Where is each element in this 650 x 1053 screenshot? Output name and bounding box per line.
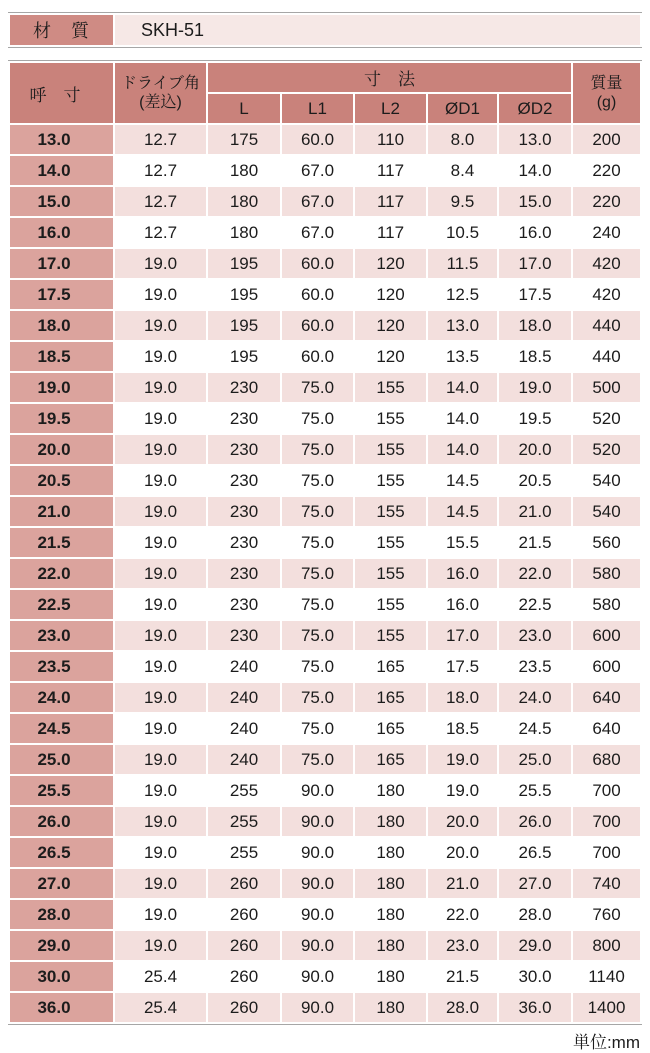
row-value-cell: 19.0 <box>427 775 498 806</box>
row-size-cell: 17.0 <box>9 248 114 279</box>
row-value-cell: 90.0 <box>281 775 354 806</box>
row-value-cell: 200 <box>572 124 641 155</box>
col-header-D1: ØD1 <box>427 93 498 124</box>
row-value-cell: 230 <box>207 558 281 589</box>
row-value-cell: 420 <box>572 248 641 279</box>
row-value-cell: 220 <box>572 186 641 217</box>
table-row <box>9 930 641 961</box>
row-value-cell: 19.0 <box>498 372 572 403</box>
row-value-cell: 25.4 <box>114 961 207 992</box>
row-value-cell: 17.0 <box>498 248 572 279</box>
row-value-cell: 19.0 <box>427 744 498 775</box>
row-value-cell: 90.0 <box>281 899 354 930</box>
row-value-cell: 155 <box>354 465 427 496</box>
row-value-cell: 195 <box>207 310 281 341</box>
table-row <box>9 279 641 310</box>
row-value-cell: 14.0 <box>427 372 498 403</box>
row-value-cell: 240 <box>207 651 281 682</box>
row-value-cell: 520 <box>572 403 641 434</box>
row-size-cell: 24.0 <box>9 682 114 713</box>
row-value-cell: 120 <box>354 248 427 279</box>
row-value-cell: 1400 <box>572 992 641 1023</box>
row-value-cell: 19.0 <box>114 310 207 341</box>
row-value-cell: 180 <box>354 961 427 992</box>
row-value-cell: 14.0 <box>498 155 572 186</box>
row-value-cell: 19.0 <box>114 806 207 837</box>
row-value-cell: 75.0 <box>281 651 354 682</box>
row-value-cell: 500 <box>572 372 641 403</box>
row-value-cell: 75.0 <box>281 434 354 465</box>
row-value-cell: 21.5 <box>498 527 572 558</box>
row-value-cell: 19.0 <box>114 930 207 961</box>
row-size-cell: 23.0 <box>9 620 114 651</box>
row-size-cell: 21.0 <box>9 496 114 527</box>
row-value-cell: 17.5 <box>498 279 572 310</box>
row-value-cell: 180 <box>207 186 281 217</box>
row-value-cell: 180 <box>354 899 427 930</box>
row-value-cell: 19.0 <box>114 837 207 868</box>
row-size-cell: 23.5 <box>9 651 114 682</box>
row-value-cell: 19.5 <box>498 403 572 434</box>
row-value-cell: 27.0 <box>498 868 572 899</box>
row-value-cell: 21.0 <box>498 496 572 527</box>
row-value-cell: 230 <box>207 589 281 620</box>
row-value-cell: 155 <box>354 527 427 558</box>
row-value-cell: 60.0 <box>281 279 354 310</box>
row-value-cell: 17.5 <box>427 651 498 682</box>
table-row <box>9 589 641 620</box>
row-value-cell: 12.7 <box>114 155 207 186</box>
row-value-cell: 15.0 <box>498 186 572 217</box>
row-value-cell: 260 <box>207 930 281 961</box>
row-value-cell: 180 <box>207 155 281 186</box>
row-value-cell: 19.0 <box>114 465 207 496</box>
table-row <box>9 899 641 930</box>
col-header-dimensions: 寸 法 <box>207 62 572 93</box>
row-size-cell: 26.0 <box>9 806 114 837</box>
row-value-cell: 19.0 <box>114 372 207 403</box>
drive-angle-line1: ドライブ角 <box>120 74 201 92</box>
row-value-cell: 195 <box>207 248 281 279</box>
row-value-cell: 19.0 <box>114 248 207 279</box>
row-value-cell: 16.0 <box>427 558 498 589</box>
col-header-L1: L1 <box>281 93 354 124</box>
row-value-cell: 740 <box>572 868 641 899</box>
row-size-cell: 13.0 <box>9 124 114 155</box>
row-value-cell: 19.0 <box>114 775 207 806</box>
row-value-cell: 155 <box>354 589 427 620</box>
col-header-L2: L2 <box>354 93 427 124</box>
row-value-cell: 24.0 <box>498 682 572 713</box>
row-value-cell: 17.0 <box>427 620 498 651</box>
row-size-cell: 28.0 <box>9 899 114 930</box>
spec-table <box>8 61 642 1024</box>
row-value-cell: 26.0 <box>498 806 572 837</box>
mass-line2: (g) <box>596 94 617 111</box>
row-value-cell: 700 <box>572 806 641 837</box>
row-value-cell: 21.0 <box>427 868 498 899</box>
row-value-cell: 14.5 <box>427 465 498 496</box>
row-size-cell: 27.0 <box>9 868 114 899</box>
table-row <box>9 744 641 775</box>
spec-table-header <box>9 62 641 124</box>
row-value-cell: 18.0 <box>498 310 572 341</box>
row-value-cell: 23.0 <box>427 930 498 961</box>
table-row <box>9 620 641 651</box>
row-value-cell: 8.0 <box>427 124 498 155</box>
row-value-cell: 580 <box>572 589 641 620</box>
row-value-cell: 75.0 <box>281 620 354 651</box>
row-value-cell: 75.0 <box>281 496 354 527</box>
row-size-cell: 19.5 <box>9 403 114 434</box>
row-value-cell: 30.0 <box>498 961 572 992</box>
row-value-cell: 240 <box>207 682 281 713</box>
table-row <box>9 713 641 744</box>
row-value-cell: 440 <box>572 310 641 341</box>
row-value-cell: 180 <box>207 217 281 248</box>
row-value-cell: 75.0 <box>281 682 354 713</box>
table-row <box>9 961 641 992</box>
row-value-cell: 75.0 <box>281 527 354 558</box>
row-value-cell: 180 <box>354 930 427 961</box>
row-value-cell: 22.0 <box>427 899 498 930</box>
row-value-cell: 1140 <box>572 961 641 992</box>
row-value-cell: 60.0 <box>281 341 354 372</box>
row-value-cell: 640 <box>572 713 641 744</box>
row-value-cell: 117 <box>354 217 427 248</box>
row-value-cell: 60.0 <box>281 310 354 341</box>
row-value-cell: 560 <box>572 527 641 558</box>
row-value-cell: 67.0 <box>281 217 354 248</box>
row-value-cell: 230 <box>207 496 281 527</box>
row-value-cell: 18.5 <box>427 713 498 744</box>
table-row <box>9 403 641 434</box>
table-row <box>9 155 641 186</box>
row-value-cell: 8.4 <box>427 155 498 186</box>
row-value-cell: 19.0 <box>114 682 207 713</box>
col-header-L: L <box>207 93 281 124</box>
row-value-cell: 180 <box>354 806 427 837</box>
row-value-cell: 20.0 <box>427 806 498 837</box>
row-size-cell: 21.5 <box>9 527 114 558</box>
col-header-D2: ØD2 <box>498 93 572 124</box>
row-value-cell: 20.0 <box>427 837 498 868</box>
table-row <box>9 868 641 899</box>
row-value-cell: 255 <box>207 775 281 806</box>
row-size-cell: 36.0 <box>9 992 114 1023</box>
row-value-cell: 22.5 <box>498 589 572 620</box>
row-value-cell: 67.0 <box>281 186 354 217</box>
material-label: 材 質 <box>9 14 114 46</box>
row-value-cell: 10.5 <box>427 217 498 248</box>
row-size-cell: 22.0 <box>9 558 114 589</box>
row-value-cell: 14.5 <box>427 496 498 527</box>
row-value-cell: 13.0 <box>498 124 572 155</box>
row-value-cell: 16.0 <box>427 589 498 620</box>
row-value-cell: 12.7 <box>114 186 207 217</box>
row-value-cell: 75.0 <box>281 744 354 775</box>
row-value-cell: 25.0 <box>498 744 572 775</box>
row-value-cell: 800 <box>572 930 641 961</box>
row-value-cell: 155 <box>354 620 427 651</box>
row-value-cell: 67.0 <box>281 155 354 186</box>
row-value-cell: 220 <box>572 155 641 186</box>
row-value-cell: 195 <box>207 341 281 372</box>
row-value-cell: 255 <box>207 806 281 837</box>
row-value-cell: 640 <box>572 682 641 713</box>
row-value-cell: 29.0 <box>498 930 572 961</box>
table-row <box>9 992 641 1023</box>
row-size-cell: 22.5 <box>9 589 114 620</box>
row-value-cell: 19.0 <box>114 558 207 589</box>
table-row <box>9 186 641 217</box>
row-value-cell: 155 <box>354 496 427 527</box>
row-value-cell: 9.5 <box>427 186 498 217</box>
row-value-cell: 19.0 <box>114 620 207 651</box>
row-value-cell: 11.5 <box>427 248 498 279</box>
row-value-cell: 36.0 <box>498 992 572 1023</box>
row-value-cell: 60.0 <box>281 124 354 155</box>
row-value-cell: 19.0 <box>114 589 207 620</box>
mass-line1: 質量 <box>590 74 623 92</box>
table-row <box>9 527 641 558</box>
row-size-cell: 29.0 <box>9 930 114 961</box>
row-value-cell: 230 <box>207 403 281 434</box>
row-value-cell: 19.0 <box>114 651 207 682</box>
row-value-cell: 75.0 <box>281 372 354 403</box>
row-value-cell: 25.5 <box>498 775 572 806</box>
row-value-cell: 180 <box>354 837 427 868</box>
material-value: SKH-51 <box>114 14 641 46</box>
row-value-cell: 155 <box>354 434 427 465</box>
row-value-cell: 16.0 <box>498 217 572 248</box>
row-value-cell: 75.0 <box>281 713 354 744</box>
row-value-cell: 18.5 <box>498 341 572 372</box>
drive-angle-line2: (差込) <box>139 94 182 111</box>
row-size-cell: 30.0 <box>9 961 114 992</box>
table-row <box>9 310 641 341</box>
table-row <box>9 837 641 868</box>
row-value-cell: 165 <box>354 682 427 713</box>
unit-note: 単位:mm <box>572 1033 640 1052</box>
row-value-cell: 21.5 <box>427 961 498 992</box>
row-value-cell: 90.0 <box>281 868 354 899</box>
row-value-cell: 420 <box>572 279 641 310</box>
row-size-cell: 26.5 <box>9 837 114 868</box>
row-value-cell: 117 <box>354 155 427 186</box>
row-size-cell: 15.0 <box>9 186 114 217</box>
row-value-cell: 760 <box>572 899 641 930</box>
row-size-cell: 14.0 <box>9 155 114 186</box>
row-value-cell: 260 <box>207 868 281 899</box>
row-value-cell: 75.0 <box>281 465 354 496</box>
row-value-cell: 23.5 <box>498 651 572 682</box>
col-header-drive-angle <box>114 62 207 124</box>
row-value-cell: 180 <box>354 992 427 1023</box>
row-value-cell: 19.0 <box>114 868 207 899</box>
row-value-cell: 22.0 <box>498 558 572 589</box>
row-value-cell: 117 <box>354 186 427 217</box>
row-value-cell: 15.5 <box>427 527 498 558</box>
row-value-cell: 14.0 <box>427 434 498 465</box>
row-value-cell: 90.0 <box>281 837 354 868</box>
row-value-cell: 13.0 <box>427 310 498 341</box>
table-row <box>9 775 641 806</box>
row-value-cell: 90.0 <box>281 930 354 961</box>
row-value-cell: 155 <box>354 403 427 434</box>
row-size-cell: 18.0 <box>9 310 114 341</box>
row-value-cell: 90.0 <box>281 992 354 1023</box>
table-row <box>9 806 641 837</box>
row-value-cell: 165 <box>354 744 427 775</box>
col-header-size: 呼 寸 <box>9 62 114 124</box>
table-row <box>9 682 641 713</box>
row-value-cell: 26.5 <box>498 837 572 868</box>
table-row <box>9 496 641 527</box>
row-value-cell: 175 <box>207 124 281 155</box>
row-value-cell: 165 <box>354 713 427 744</box>
row-value-cell: 260 <box>207 992 281 1023</box>
row-value-cell: 25.4 <box>114 992 207 1023</box>
row-value-cell: 180 <box>354 775 427 806</box>
row-value-cell: 240 <box>207 744 281 775</box>
row-value-cell: 19.0 <box>114 341 207 372</box>
row-value-cell: 165 <box>354 651 427 682</box>
row-value-cell: 18.0 <box>427 682 498 713</box>
row-value-cell: 580 <box>572 558 641 589</box>
table-row <box>9 465 641 496</box>
col-header-mass <box>572 62 641 124</box>
row-value-cell: 540 <box>572 465 641 496</box>
row-value-cell: 180 <box>354 868 427 899</box>
row-value-cell: 230 <box>207 372 281 403</box>
row-value-cell: 19.0 <box>114 279 207 310</box>
row-size-cell: 24.5 <box>9 713 114 744</box>
row-value-cell: 12.5 <box>427 279 498 310</box>
row-value-cell: 600 <box>572 620 641 651</box>
row-value-cell: 230 <box>207 527 281 558</box>
row-value-cell: 19.0 <box>114 744 207 775</box>
table-row <box>9 217 641 248</box>
row-value-cell: 240 <box>572 217 641 248</box>
row-value-cell: 20.0 <box>498 434 572 465</box>
row-value-cell: 90.0 <box>281 961 354 992</box>
row-value-cell: 19.0 <box>114 434 207 465</box>
material-band <box>8 12 642 48</box>
row-value-cell: 75.0 <box>281 558 354 589</box>
header-row-top <box>9 62 641 93</box>
row-value-cell: 19.0 <box>114 899 207 930</box>
row-value-cell: 19.0 <box>114 527 207 558</box>
row-value-cell: 440 <box>572 341 641 372</box>
spec-table-wrap <box>8 60 642 1025</box>
band-spacer <box>8 48 642 60</box>
row-value-cell: 28.0 <box>427 992 498 1023</box>
row-value-cell: 12.7 <box>114 217 207 248</box>
row-size-cell: 25.5 <box>9 775 114 806</box>
table-row <box>9 341 641 372</box>
row-value-cell: 13.5 <box>427 341 498 372</box>
row-value-cell: 230 <box>207 620 281 651</box>
row-value-cell: 700 <box>572 775 641 806</box>
row-value-cell: 14.0 <box>427 403 498 434</box>
row-value-cell: 75.0 <box>281 589 354 620</box>
row-value-cell: 120 <box>354 279 427 310</box>
row-value-cell: 19.0 <box>114 713 207 744</box>
row-value-cell: 120 <box>354 310 427 341</box>
row-value-cell: 20.5 <box>498 465 572 496</box>
row-size-cell: 20.0 <box>9 434 114 465</box>
row-value-cell: 540 <box>572 496 641 527</box>
table-row <box>9 434 641 465</box>
row-value-cell: 230 <box>207 434 281 465</box>
row-value-cell: 240 <box>207 713 281 744</box>
row-value-cell: 24.5 <box>498 713 572 744</box>
material-row <box>9 14 641 46</box>
row-value-cell: 19.0 <box>114 403 207 434</box>
table-row <box>9 372 641 403</box>
row-size-cell: 17.5 <box>9 279 114 310</box>
row-value-cell: 230 <box>207 465 281 496</box>
material-table <box>8 13 642 47</box>
table-row <box>9 651 641 682</box>
row-value-cell: 23.0 <box>498 620 572 651</box>
row-size-cell: 18.5 <box>9 341 114 372</box>
row-value-cell: 28.0 <box>498 899 572 930</box>
row-size-cell: 16.0 <box>9 217 114 248</box>
row-value-cell: 120 <box>354 341 427 372</box>
row-value-cell: 110 <box>354 124 427 155</box>
row-value-cell: 520 <box>572 434 641 465</box>
row-value-cell: 255 <box>207 837 281 868</box>
row-value-cell: 19.0 <box>114 496 207 527</box>
row-value-cell: 680 <box>572 744 641 775</box>
row-value-cell: 700 <box>572 837 641 868</box>
row-size-cell: 25.0 <box>9 744 114 775</box>
row-size-cell: 20.5 <box>9 465 114 496</box>
table-row <box>9 558 641 589</box>
table-row <box>9 124 641 155</box>
row-value-cell: 12.7 <box>114 124 207 155</box>
row-value-cell: 195 <box>207 279 281 310</box>
row-value-cell: 60.0 <box>281 248 354 279</box>
table-row <box>9 248 641 279</box>
row-value-cell: 75.0 <box>281 403 354 434</box>
row-value-cell: 260 <box>207 899 281 930</box>
row-size-cell: 19.0 <box>9 372 114 403</box>
row-value-cell: 90.0 <box>281 806 354 837</box>
row-value-cell: 260 <box>207 961 281 992</box>
row-value-cell: 155 <box>354 558 427 589</box>
row-value-cell: 600 <box>572 651 641 682</box>
row-value-cell: 155 <box>354 372 427 403</box>
spec-table-body <box>9 124 641 1023</box>
